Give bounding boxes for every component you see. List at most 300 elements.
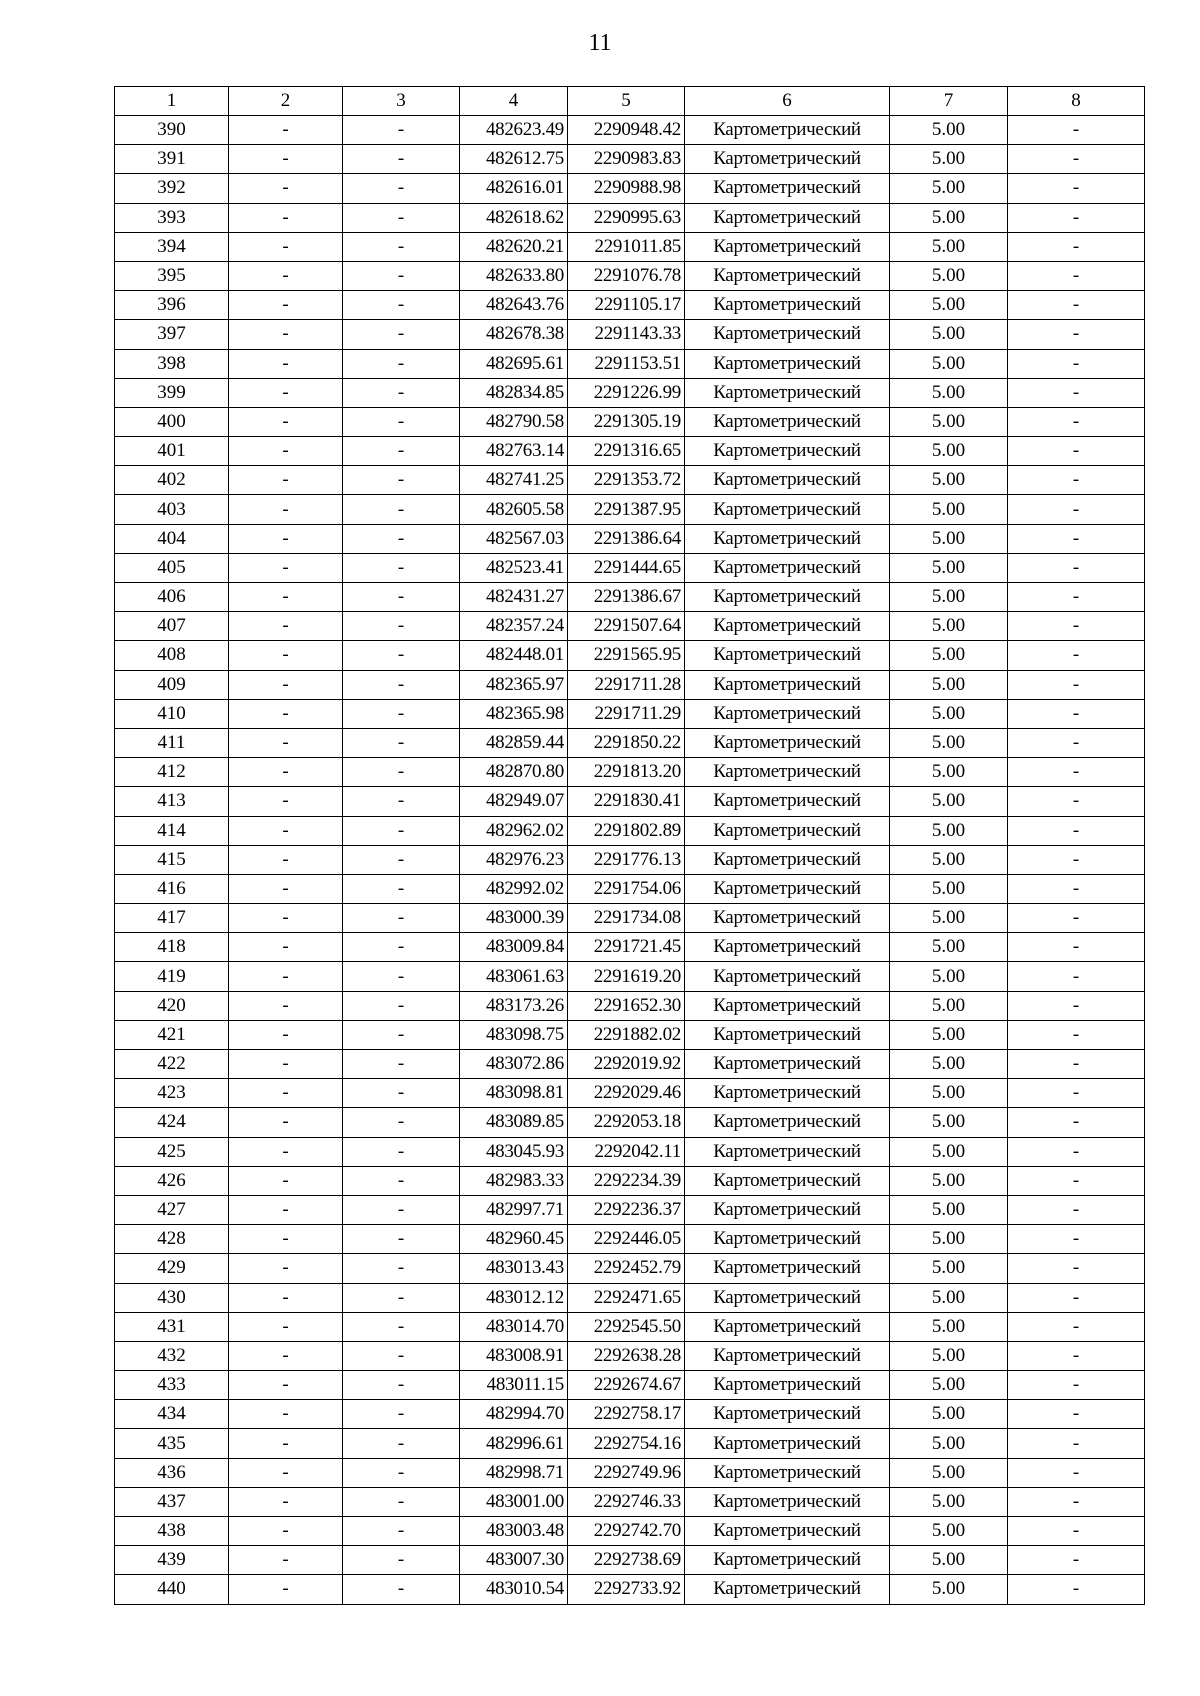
point-number-cell: 406 bbox=[115, 583, 229, 612]
point-number-cell: 427 bbox=[115, 1195, 229, 1224]
y-coordinate-cell: 2292638.28 bbox=[568, 1341, 685, 1370]
col2-cell: - bbox=[229, 1400, 343, 1429]
col8-cell: - bbox=[1008, 1108, 1145, 1137]
y-coordinate-cell: 2291316.65 bbox=[568, 437, 685, 466]
method-cell: Картометрический bbox=[685, 1254, 890, 1283]
col8-cell: - bbox=[1008, 291, 1145, 320]
col3-cell: - bbox=[343, 174, 460, 203]
y-coordinate-cell: 2291305.19 bbox=[568, 407, 685, 436]
table-row bbox=[115, 962, 1145, 991]
point-number-cell: 395 bbox=[115, 261, 229, 290]
col3-cell: - bbox=[343, 1312, 460, 1341]
point-number-cell: 438 bbox=[115, 1517, 229, 1546]
y-coordinate-cell: 2291386.67 bbox=[568, 583, 685, 612]
y-coordinate-cell: 2291353.72 bbox=[568, 466, 685, 495]
col3-cell: - bbox=[343, 1050, 460, 1079]
col8-cell: - bbox=[1008, 1079, 1145, 1108]
point-number-cell: 396 bbox=[115, 291, 229, 320]
x-coordinate-cell: 482996.61 bbox=[460, 1429, 568, 1458]
y-coordinate-cell: 2292471.65 bbox=[568, 1283, 685, 1312]
method-cell: Картометрический bbox=[685, 1517, 890, 1546]
col3-cell: - bbox=[343, 1546, 460, 1575]
method-cell: Картометрический bbox=[685, 291, 890, 320]
col3-cell: - bbox=[343, 466, 460, 495]
col8-cell: - bbox=[1008, 1371, 1145, 1400]
method-cell: Картометрический bbox=[685, 1283, 890, 1312]
table-header-row bbox=[115, 87, 1145, 116]
point-number-cell: 432 bbox=[115, 1341, 229, 1370]
table-row bbox=[115, 291, 1145, 320]
table-row bbox=[115, 816, 1145, 845]
table-row bbox=[115, 261, 1145, 290]
col2-cell: - bbox=[229, 904, 343, 933]
col3-cell: - bbox=[343, 874, 460, 903]
col3-cell: - bbox=[343, 758, 460, 787]
x-coordinate-cell: 482357.24 bbox=[460, 612, 568, 641]
point-number-cell: 401 bbox=[115, 437, 229, 466]
accuracy-cell: 5.00 bbox=[890, 349, 1008, 378]
col3-cell: - bbox=[343, 203, 460, 232]
table-row bbox=[115, 437, 1145, 466]
column-header-3: 3 bbox=[343, 87, 460, 116]
x-coordinate-cell: 482960.45 bbox=[460, 1225, 568, 1254]
col8-cell: - bbox=[1008, 232, 1145, 261]
col8-cell: - bbox=[1008, 1020, 1145, 1049]
x-coordinate-cell: 482870.80 bbox=[460, 758, 568, 787]
col2-cell: - bbox=[229, 291, 343, 320]
col8-cell: - bbox=[1008, 1400, 1145, 1429]
y-coordinate-cell: 2292236.37 bbox=[568, 1195, 685, 1224]
accuracy-cell: 5.00 bbox=[890, 145, 1008, 174]
x-coordinate-cell: 482997.71 bbox=[460, 1195, 568, 1224]
col3-cell: - bbox=[343, 1341, 460, 1370]
table-row bbox=[115, 1429, 1145, 1458]
col2-cell: - bbox=[229, 1371, 343, 1400]
x-coordinate-cell: 482859.44 bbox=[460, 728, 568, 757]
col8-cell: - bbox=[1008, 612, 1145, 641]
method-cell: Картометрический bbox=[685, 787, 890, 816]
x-coordinate-cell: 483098.75 bbox=[460, 1020, 568, 1049]
y-coordinate-cell: 2292053.18 bbox=[568, 1108, 685, 1137]
method-cell: Картометрический bbox=[685, 1079, 890, 1108]
accuracy-cell: 5.00 bbox=[890, 524, 1008, 553]
point-number-cell: 398 bbox=[115, 349, 229, 378]
method-cell: Картометрический bbox=[685, 1429, 890, 1458]
point-number-cell: 411 bbox=[115, 728, 229, 757]
col2-cell: - bbox=[229, 787, 343, 816]
table-row bbox=[115, 1020, 1145, 1049]
y-coordinate-cell: 2291011.85 bbox=[568, 232, 685, 261]
col2-cell: - bbox=[229, 816, 343, 845]
method-cell: Картометрический bbox=[685, 232, 890, 261]
col2-cell: - bbox=[229, 1487, 343, 1516]
x-coordinate-cell: 482616.01 bbox=[460, 174, 568, 203]
col3-cell: - bbox=[343, 583, 460, 612]
col8-cell: - bbox=[1008, 466, 1145, 495]
col2-cell: - bbox=[229, 524, 343, 553]
accuracy-cell: 5.00 bbox=[890, 1341, 1008, 1370]
y-coordinate-cell: 2291507.64 bbox=[568, 612, 685, 641]
col8-cell: - bbox=[1008, 962, 1145, 991]
col8-cell: - bbox=[1008, 1225, 1145, 1254]
y-coordinate-cell: 2292738.69 bbox=[568, 1546, 685, 1575]
col2-cell: - bbox=[229, 466, 343, 495]
col2-cell: - bbox=[229, 1050, 343, 1079]
accuracy-cell: 5.00 bbox=[890, 1546, 1008, 1575]
y-coordinate-cell: 2292746.33 bbox=[568, 1487, 685, 1516]
table-row bbox=[115, 407, 1145, 436]
col2-cell: - bbox=[229, 962, 343, 991]
coordinates-table bbox=[114, 86, 1145, 1605]
col8-cell: - bbox=[1008, 758, 1145, 787]
col2-cell: - bbox=[229, 1254, 343, 1283]
accuracy-cell: 5.00 bbox=[890, 1487, 1008, 1516]
accuracy-cell: 5.00 bbox=[890, 1575, 1008, 1604]
accuracy-cell: 5.00 bbox=[890, 1458, 1008, 1487]
col2-cell: - bbox=[229, 1195, 343, 1224]
col3-cell: - bbox=[343, 116, 460, 145]
x-coordinate-cell: 483011.15 bbox=[460, 1371, 568, 1400]
col3-cell: - bbox=[343, 1400, 460, 1429]
x-coordinate-cell: 482523.41 bbox=[460, 553, 568, 582]
point-number-cell: 397 bbox=[115, 320, 229, 349]
col3-cell: - bbox=[343, 1166, 460, 1195]
x-coordinate-cell: 483008.91 bbox=[460, 1341, 568, 1370]
method-cell: Картометрический bbox=[685, 1195, 890, 1224]
col8-cell: - bbox=[1008, 1458, 1145, 1487]
col3-cell: - bbox=[343, 612, 460, 641]
point-number-cell: 426 bbox=[115, 1166, 229, 1195]
col8-cell: - bbox=[1008, 320, 1145, 349]
col8-cell: - bbox=[1008, 349, 1145, 378]
col3-cell: - bbox=[343, 787, 460, 816]
y-coordinate-cell: 2291882.02 bbox=[568, 1020, 685, 1049]
col8-cell: - bbox=[1008, 1050, 1145, 1079]
col8-cell: - bbox=[1008, 1283, 1145, 1312]
col3-cell: - bbox=[343, 962, 460, 991]
x-coordinate-cell: 482620.21 bbox=[460, 232, 568, 261]
col3-cell: - bbox=[343, 261, 460, 290]
point-number-cell: 404 bbox=[115, 524, 229, 553]
col3-cell: - bbox=[343, 1195, 460, 1224]
method-cell: Картометрический bbox=[685, 1575, 890, 1604]
col8-cell: - bbox=[1008, 1546, 1145, 1575]
x-coordinate-cell: 482431.27 bbox=[460, 583, 568, 612]
method-cell: Картометрический bbox=[685, 699, 890, 728]
col8-cell: - bbox=[1008, 904, 1145, 933]
table-row bbox=[115, 1575, 1145, 1604]
y-coordinate-cell: 2291387.95 bbox=[568, 495, 685, 524]
y-coordinate-cell: 2291711.29 bbox=[568, 699, 685, 728]
table-row bbox=[115, 1517, 1145, 1546]
column-header-1: 1 bbox=[115, 87, 229, 116]
accuracy-cell: 5.00 bbox=[890, 1166, 1008, 1195]
col2-cell: - bbox=[229, 378, 343, 407]
col2-cell: - bbox=[229, 1546, 343, 1575]
method-cell: Картометрический bbox=[685, 145, 890, 174]
table-row bbox=[115, 845, 1145, 874]
y-coordinate-cell: 2291105.17 bbox=[568, 291, 685, 320]
x-coordinate-cell: 482790.58 bbox=[460, 407, 568, 436]
y-coordinate-cell: 2291153.51 bbox=[568, 349, 685, 378]
y-coordinate-cell: 2291830.41 bbox=[568, 787, 685, 816]
table-row bbox=[115, 1341, 1145, 1370]
accuracy-cell: 5.00 bbox=[890, 699, 1008, 728]
col8-cell: - bbox=[1008, 1166, 1145, 1195]
table-row bbox=[115, 991, 1145, 1020]
table-row bbox=[115, 232, 1145, 261]
col3-cell: - bbox=[343, 1371, 460, 1400]
method-cell: Картометрический bbox=[685, 816, 890, 845]
col8-cell: - bbox=[1008, 699, 1145, 728]
accuracy-cell: 5.00 bbox=[890, 203, 1008, 232]
accuracy-cell: 5.00 bbox=[890, 1137, 1008, 1166]
col2-cell: - bbox=[229, 612, 343, 641]
col8-cell: - bbox=[1008, 553, 1145, 582]
accuracy-cell: 5.00 bbox=[890, 1429, 1008, 1458]
col8-cell: - bbox=[1008, 407, 1145, 436]
point-number-cell: 422 bbox=[115, 1050, 229, 1079]
accuracy-cell: 5.00 bbox=[890, 1225, 1008, 1254]
col8-cell: - bbox=[1008, 1341, 1145, 1370]
column-header-8: 8 bbox=[1008, 87, 1145, 116]
y-coordinate-cell: 2291619.20 bbox=[568, 962, 685, 991]
y-coordinate-cell: 2291754.06 bbox=[568, 874, 685, 903]
point-number-cell: 399 bbox=[115, 378, 229, 407]
table-row bbox=[115, 1400, 1145, 1429]
col3-cell: - bbox=[343, 904, 460, 933]
column-header-5: 5 bbox=[568, 87, 685, 116]
col2-cell: - bbox=[229, 495, 343, 524]
accuracy-cell: 5.00 bbox=[890, 1312, 1008, 1341]
column-header-2: 2 bbox=[229, 87, 343, 116]
accuracy-cell: 5.00 bbox=[890, 816, 1008, 845]
col3-cell: - bbox=[343, 1225, 460, 1254]
accuracy-cell: 5.00 bbox=[890, 641, 1008, 670]
col3-cell: - bbox=[343, 232, 460, 261]
method-cell: Картометрический bbox=[685, 1400, 890, 1429]
col3-cell: - bbox=[343, 349, 460, 378]
table-row bbox=[115, 1458, 1145, 1487]
y-coordinate-cell: 2292733.92 bbox=[568, 1575, 685, 1604]
point-number-cell: 435 bbox=[115, 1429, 229, 1458]
col2-cell: - bbox=[229, 203, 343, 232]
col2-cell: - bbox=[229, 1458, 343, 1487]
table-row bbox=[115, 466, 1145, 495]
col3-cell: - bbox=[343, 991, 460, 1020]
col8-cell: - bbox=[1008, 174, 1145, 203]
point-number-cell: 393 bbox=[115, 203, 229, 232]
col3-cell: - bbox=[343, 816, 460, 845]
table-row bbox=[115, 203, 1145, 232]
table-row bbox=[115, 1137, 1145, 1166]
col2-cell: - bbox=[229, 1429, 343, 1458]
col8-cell: - bbox=[1008, 787, 1145, 816]
y-coordinate-cell: 2291734.08 bbox=[568, 904, 685, 933]
table-row bbox=[115, 1050, 1145, 1079]
x-coordinate-cell: 482365.98 bbox=[460, 699, 568, 728]
y-coordinate-cell: 2291565.95 bbox=[568, 641, 685, 670]
accuracy-cell: 5.00 bbox=[890, 583, 1008, 612]
col8-cell: - bbox=[1008, 261, 1145, 290]
accuracy-cell: 5.00 bbox=[890, 466, 1008, 495]
x-coordinate-cell: 482962.02 bbox=[460, 816, 568, 845]
col8-cell: - bbox=[1008, 116, 1145, 145]
point-number-cell: 391 bbox=[115, 145, 229, 174]
table-row bbox=[115, 349, 1145, 378]
col8-cell: - bbox=[1008, 1429, 1145, 1458]
col2-cell: - bbox=[229, 845, 343, 874]
method-cell: Картометрический bbox=[685, 495, 890, 524]
method-cell: Картометрический bbox=[685, 1371, 890, 1400]
x-coordinate-cell: 483045.93 bbox=[460, 1137, 568, 1166]
x-coordinate-cell: 482567.03 bbox=[460, 524, 568, 553]
y-coordinate-cell: 2291444.65 bbox=[568, 553, 685, 582]
col8-cell: - bbox=[1008, 437, 1145, 466]
x-coordinate-cell: 483089.85 bbox=[460, 1108, 568, 1137]
y-coordinate-cell: 2292042.11 bbox=[568, 1137, 685, 1166]
method-cell: Картометрический bbox=[685, 437, 890, 466]
x-coordinate-cell: 483000.39 bbox=[460, 904, 568, 933]
y-coordinate-cell: 2290948.42 bbox=[568, 116, 685, 145]
method-cell: Картометрический bbox=[685, 728, 890, 757]
point-number-cell: 420 bbox=[115, 991, 229, 1020]
accuracy-cell: 5.00 bbox=[890, 728, 1008, 757]
y-coordinate-cell: 2291721.45 bbox=[568, 933, 685, 962]
table-row bbox=[115, 495, 1145, 524]
point-number-cell: 433 bbox=[115, 1371, 229, 1400]
method-cell: Картометрический bbox=[685, 904, 890, 933]
col2-cell: - bbox=[229, 1020, 343, 1049]
col8-cell: - bbox=[1008, 1195, 1145, 1224]
accuracy-cell: 5.00 bbox=[890, 1195, 1008, 1224]
column-header-7: 7 bbox=[890, 87, 1008, 116]
x-coordinate-cell: 482623.49 bbox=[460, 116, 568, 145]
col3-cell: - bbox=[343, 1487, 460, 1516]
method-cell: Картометрический bbox=[685, 991, 890, 1020]
method-cell: Картометрический bbox=[685, 407, 890, 436]
table-row bbox=[115, 1487, 1145, 1516]
col2-cell: - bbox=[229, 1283, 343, 1312]
method-cell: Картометрический bbox=[685, 1225, 890, 1254]
col3-cell: - bbox=[343, 1283, 460, 1312]
col8-cell: - bbox=[1008, 1487, 1145, 1516]
y-coordinate-cell: 2292749.96 bbox=[568, 1458, 685, 1487]
table-row bbox=[115, 787, 1145, 816]
point-number-cell: 428 bbox=[115, 1225, 229, 1254]
x-coordinate-cell: 482834.85 bbox=[460, 378, 568, 407]
col8-cell: - bbox=[1008, 145, 1145, 174]
method-cell: Картометрический bbox=[685, 320, 890, 349]
y-coordinate-cell: 2292674.67 bbox=[568, 1371, 685, 1400]
accuracy-cell: 5.00 bbox=[890, 874, 1008, 903]
x-coordinate-cell: 483072.86 bbox=[460, 1050, 568, 1079]
accuracy-cell: 5.00 bbox=[890, 1254, 1008, 1283]
col2-cell: - bbox=[229, 1575, 343, 1604]
accuracy-cell: 5.00 bbox=[890, 378, 1008, 407]
table-row bbox=[115, 1108, 1145, 1137]
col8-cell: - bbox=[1008, 991, 1145, 1020]
y-coordinate-cell: 2292754.16 bbox=[568, 1429, 685, 1458]
col3-cell: - bbox=[343, 1458, 460, 1487]
y-coordinate-cell: 2292029.46 bbox=[568, 1079, 685, 1108]
table-row bbox=[115, 378, 1145, 407]
table-row bbox=[115, 583, 1145, 612]
point-number-cell: 423 bbox=[115, 1079, 229, 1108]
table-row bbox=[115, 1546, 1145, 1575]
method-cell: Картометрический bbox=[685, 933, 890, 962]
method-cell: Картометрический bbox=[685, 641, 890, 670]
accuracy-cell: 5.00 bbox=[890, 1020, 1008, 1049]
x-coordinate-cell: 482633.80 bbox=[460, 261, 568, 290]
table-row bbox=[115, 874, 1145, 903]
point-number-cell: 429 bbox=[115, 1254, 229, 1283]
y-coordinate-cell: 2292742.70 bbox=[568, 1517, 685, 1546]
accuracy-cell: 5.00 bbox=[890, 991, 1008, 1020]
col8-cell: - bbox=[1008, 1312, 1145, 1341]
col3-cell: - bbox=[343, 437, 460, 466]
table-row bbox=[115, 1079, 1145, 1108]
col8-cell: - bbox=[1008, 378, 1145, 407]
method-cell: Картометрический bbox=[685, 758, 890, 787]
x-coordinate-cell: 482612.75 bbox=[460, 145, 568, 174]
col2-cell: - bbox=[229, 991, 343, 1020]
y-coordinate-cell: 2291226.99 bbox=[568, 378, 685, 407]
accuracy-cell: 5.00 bbox=[890, 495, 1008, 524]
x-coordinate-cell: 482983.33 bbox=[460, 1166, 568, 1195]
accuracy-cell: 5.00 bbox=[890, 1108, 1008, 1137]
column-header-4: 4 bbox=[460, 87, 568, 116]
accuracy-cell: 5.00 bbox=[890, 612, 1008, 641]
table-row bbox=[115, 553, 1145, 582]
accuracy-cell: 5.00 bbox=[890, 758, 1008, 787]
y-coordinate-cell: 2292758.17 bbox=[568, 1400, 685, 1429]
y-coordinate-cell: 2291711.28 bbox=[568, 670, 685, 699]
x-coordinate-cell: 482678.38 bbox=[460, 320, 568, 349]
col8-cell: - bbox=[1008, 524, 1145, 553]
accuracy-cell: 5.00 bbox=[890, 933, 1008, 962]
col3-cell: - bbox=[343, 1429, 460, 1458]
table-row bbox=[115, 1225, 1145, 1254]
col2-cell: - bbox=[229, 1137, 343, 1166]
accuracy-cell: 5.00 bbox=[890, 1517, 1008, 1546]
method-cell: Картометрический bbox=[685, 553, 890, 582]
column-header-6: 6 bbox=[685, 87, 890, 116]
accuracy-cell: 5.00 bbox=[890, 174, 1008, 203]
point-number-cell: 430 bbox=[115, 1283, 229, 1312]
point-number-cell: 405 bbox=[115, 553, 229, 582]
point-number-cell: 425 bbox=[115, 1137, 229, 1166]
accuracy-cell: 5.00 bbox=[890, 962, 1008, 991]
method-cell: Картометрический bbox=[685, 1546, 890, 1575]
y-coordinate-cell: 2291776.13 bbox=[568, 845, 685, 874]
y-coordinate-cell: 2292019.92 bbox=[568, 1050, 685, 1079]
x-coordinate-cell: 483098.81 bbox=[460, 1079, 568, 1108]
page-number: 11 bbox=[588, 30, 612, 56]
accuracy-cell: 5.00 bbox=[890, 1050, 1008, 1079]
point-number-cell: 434 bbox=[115, 1400, 229, 1429]
point-number-cell: 437 bbox=[115, 1487, 229, 1516]
col3-cell: - bbox=[343, 291, 460, 320]
method-cell: Картометрический bbox=[685, 1050, 890, 1079]
x-coordinate-cell: 482763.14 bbox=[460, 437, 568, 466]
method-cell: Картометрический bbox=[685, 1341, 890, 1370]
method-cell: Картометрический bbox=[685, 612, 890, 641]
table-row bbox=[115, 1371, 1145, 1400]
col8-cell: - bbox=[1008, 670, 1145, 699]
x-coordinate-cell: 482994.70 bbox=[460, 1400, 568, 1429]
y-coordinate-cell: 2290988.98 bbox=[568, 174, 685, 203]
